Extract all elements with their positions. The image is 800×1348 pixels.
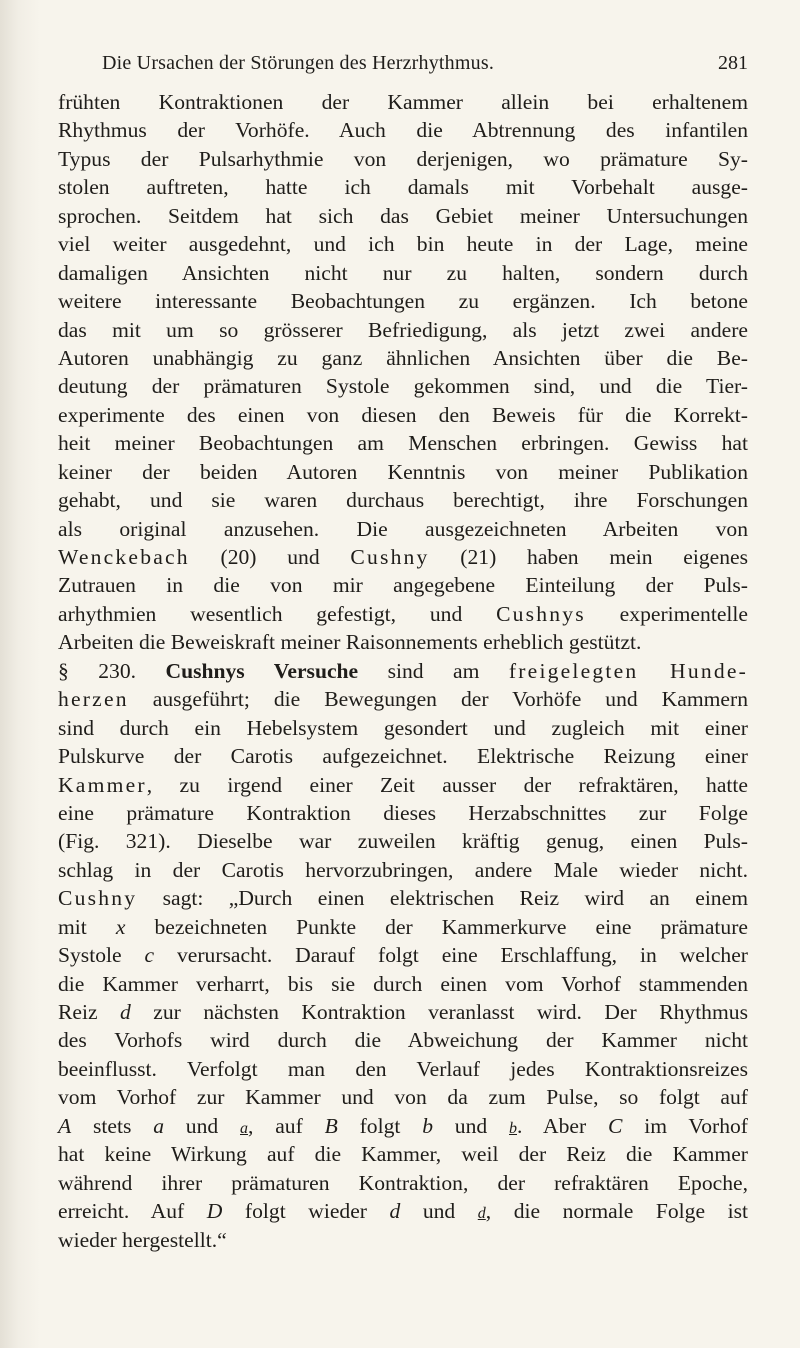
- emphasized-text: Kammer: [58, 772, 147, 797]
- text-segment: erreicht. Auf: [58, 1199, 207, 1224]
- text-line: [58, 543, 748, 571]
- paragraph-end-line: wieder hergestellt.“: [58, 1227, 227, 1252]
- page-number: 281: [718, 52, 748, 74]
- text-segment: ausgeführt; die Bewegungen der Vorhöfe und Kammern: [128, 687, 748, 712]
- text-line: [58, 998, 748, 1026]
- text-line: frühten Kontraktionen der Kammer allein bei erhaltenem: [58, 90, 748, 114]
- symbol: b: [422, 1113, 433, 1138]
- symbol: d: [389, 1199, 401, 1224]
- text-line: [58, 941, 748, 969]
- text-segment: , zu irgend einer Zeit ausser der refraktären, hatte: [146, 772, 748, 797]
- text-segment: , die normale Folge ist: [485, 1199, 748, 1224]
- author-name: Cushny: [350, 545, 430, 569]
- text-line: [58, 1197, 748, 1225]
- text-segment: (20) und: [189, 545, 351, 569]
- text-line: heit meiner Beobachtungen am Menschen erbringen. Gewiss hat: [58, 431, 748, 456]
- text-line: (Fig. 321). Dieselbe war zuweilen kräftig genug, einen Puls-: [58, 829, 748, 854]
- text-segment: und: [164, 1113, 240, 1138]
- text-line: die Kammer verharrt, bis sie durch einen vom Vorhof stammenden: [58, 971, 748, 996]
- text-line: Autoren unabhängig zu ganz ähnlichen Ansichten über die Be-: [58, 345, 748, 370]
- running-title: Die Ursachen der Störungen des Herzrhythmus.: [102, 52, 495, 74]
- page-header: [96, 40, 748, 80]
- text-line: [58, 884, 748, 912]
- text-line: Typus der Pulsarhythmie von derjenigen, wo prämature Sy-: [58, 146, 748, 171]
- text-segment: bezeichneten Punkte der Kammerkurve eine prämature: [125, 914, 748, 939]
- text-line: vom Vorhof zur Kammer und von da zum Pulse, so folgt auf: [58, 1085, 748, 1110]
- symbol: C: [607, 1113, 623, 1138]
- text-line: schlag in der Carotis hervorzubringen, andere Male wieder nicht.: [58, 857, 748, 882]
- text-line: eine prämature Kontraktion dieses Herzabschnittes zur Folge: [58, 800, 748, 825]
- text-line: gehabt, und sie waren durchaus berechtigt, ihre Forschungen: [58, 488, 748, 513]
- symbol: B: [324, 1113, 338, 1138]
- text-segment: sind am: [358, 658, 509, 683]
- text-segment: verursacht. Darauf folgt eine Erschlaffung, in welcher: [154, 943, 748, 968]
- author-name: Cushnys: [496, 601, 586, 626]
- text-line: Zutrauen in die von mir angegebene Einteilung der Puls-: [58, 573, 748, 598]
- text-line: keiner der beiden Autoren Kenntnis von meiner Publikation: [58, 459, 748, 484]
- text-segment: und: [400, 1199, 478, 1224]
- text-segment: arhythmien wesentlich gefestigt, und: [58, 601, 497, 626]
- symbol-underscored: b: [509, 1119, 517, 1137]
- symbol: D: [206, 1199, 223, 1224]
- section-start-line: [58, 657, 748, 685]
- text-line: [58, 913, 748, 941]
- text-line: des Vorhofs wird durch die Abweichung der Kammer nicht: [58, 1028, 748, 1053]
- text-segment: und: [433, 1113, 509, 1138]
- text-line: als original anzusehen. Die ausgezeichneten Arbeiten von: [58, 516, 748, 541]
- symbol: a: [153, 1113, 164, 1138]
- body-text: [58, 88, 748, 1254]
- text-segment: Reiz: [58, 1000, 121, 1024]
- text-line: damaligen Ansichten nicht nur zu halten, sondern durch: [58, 260, 748, 285]
- text-line: [58, 600, 748, 628]
- text-segment: stets: [71, 1113, 154, 1138]
- symbol: d: [120, 1000, 131, 1024]
- text-line: [58, 1112, 748, 1140]
- text-line: beeinflusst. Verfolgt man den Verlauf jedes Kontraktionsreizes: [58, 1056, 748, 1081]
- text-line: Pulskurve der Carotis aufgezeichnet. Elektrische Reizung einer: [58, 744, 748, 769]
- emphasized-text: freigelegten Hunde-: [508, 658, 748, 683]
- text-line: deutung der prämaturen Systole gekommen sind, und die Tier-: [58, 374, 748, 399]
- text-line: [58, 685, 748, 713]
- emphasized-text: herzen: [58, 687, 129, 712]
- text-segment: folgt: [337, 1113, 423, 1138]
- text-line: stolen auftreten, hatte ich damals mit Vorbehalt ausge-: [58, 175, 748, 200]
- text-line: hat keine Wirkung auf die Kammer, weil der Reiz die Kammer: [58, 1142, 748, 1167]
- text-line: Rhythmus der Vorhöfe. Auch die Abtrennung des infantilen: [58, 118, 748, 143]
- text-line: sind durch ein Hebelsystem gesondert und zugleich mit einer: [58, 715, 748, 740]
- text-segment: . Aber: [517, 1113, 608, 1138]
- symbol-underscored: a: [240, 1119, 248, 1137]
- paragraph-end-line: Arbeiten die Beweiskraft meiner Raisonnements erheblich gestützt.: [58, 630, 642, 655]
- symbol-underscored: d: [477, 1205, 486, 1223]
- text-segment: folgt wieder: [222, 1199, 390, 1224]
- text-line: während ihrer prämaturen Kontraktion, der refraktären Epoche,: [58, 1170, 748, 1195]
- text-segment: Systole: [58, 943, 145, 968]
- text-segment: sagt: „Durch einen elektrischen Reiz wird an einem: [137, 886, 748, 911]
- text-segment: , auf: [248, 1113, 325, 1138]
- text-line: [58, 771, 748, 799]
- text-segment: im Vorhof: [622, 1113, 748, 1138]
- text-segment: experimentelle: [585, 601, 748, 626]
- author-name: Wenckebach: [58, 545, 190, 569]
- text-segment: zur nächsten Kontraktion veranlasst wird. Der Rhythmus: [130, 1000, 748, 1024]
- text-segment: mit: [58, 914, 116, 939]
- text-segment: (21) haben mein eigenes: [429, 545, 748, 569]
- symbol: A: [58, 1113, 72, 1138]
- symbol: x: [115, 914, 126, 939]
- section-number: § 230.: [58, 658, 166, 683]
- text-line: das mit um so grösserer Befriedigung, als jetzt zwei andere: [58, 317, 748, 342]
- text-line: experimente des einen von diesen den Beweis für die Korrekt-: [58, 402, 748, 427]
- author-name: Cushny: [58, 886, 138, 911]
- text-line: sprochen. Seitdem hat sich das Gebiet meiner Untersuchungen: [58, 203, 748, 228]
- section-heading: Cushnys Versuche: [165, 658, 359, 683]
- text-line: viel weiter ausgedehnt, und ich bin heute in der Lage, meine: [58, 232, 748, 257]
- symbol: c: [144, 943, 155, 968]
- text-line: weitere interessante Beobachtungen zu ergänzen. Ich betone: [58, 289, 748, 314]
